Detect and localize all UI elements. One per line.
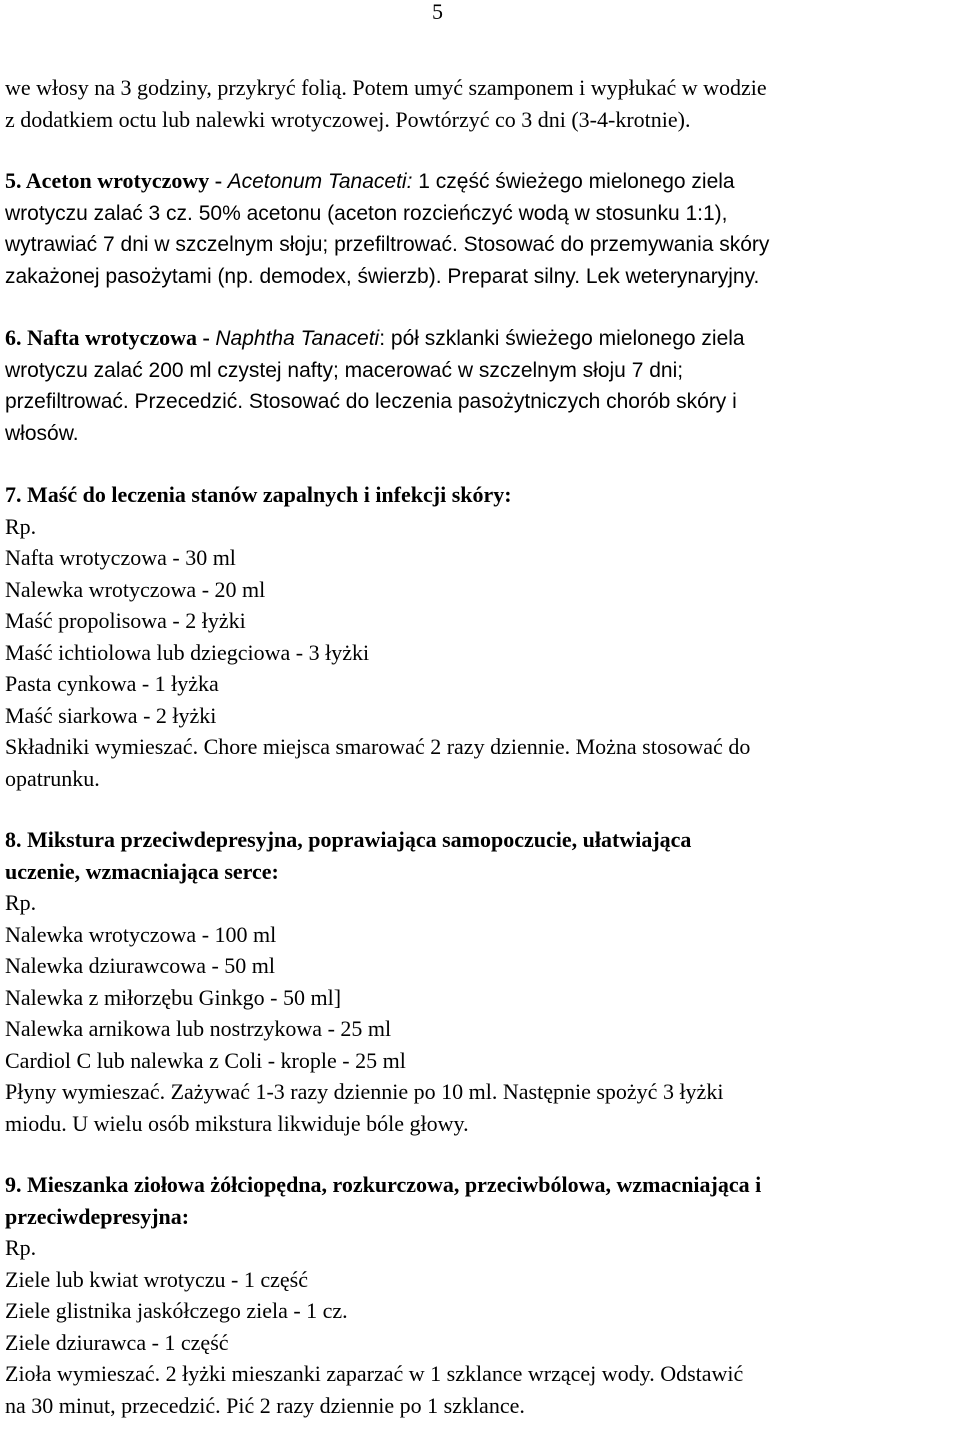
section-8-heading-cont: uczenie, wzmacniająca serce: <box>5 858 279 884</box>
ingredient-item: Nalewka arnikowa lub nostrzykowa - 25 ml <box>5 1016 392 1041</box>
ingredient-item: Nafta wrotyczowa - 30 ml <box>5 545 236 570</box>
text-line: opatrunku. <box>5 765 100 791</box>
text-line: na 30 minut, przecedzić. Pić 2 razy dziennie po 1 szklance. <box>5 1392 525 1418</box>
text-line: zakażonej pasożytami (np. demodex, świerzb). Preparat silny. Lek weterynaryjny. <box>5 264 760 288</box>
text-line: Zioła wymieszać. 2 łyżki mieszanki zaparzać w 1 szklance wrzącej wody. Odstawić <box>5 1361 744 1386</box>
recipe-rp: Rp. <box>5 513 37 539</box>
page-number: 5 <box>432 0 443 24</box>
section-5-heading: 5. Aceton wrotyczowy - <box>5 168 228 193</box>
text-line: przefiltrować. Przecedzić. Stosować do leczenia pasożytniczych chorób skóry i <box>5 390 737 413</box>
text-line: we włosy na 3 godziny, przykryć folią. Potem umyć szamponem i wypłukać w wodzie <box>5 75 767 100</box>
ingredient-item: Maść siarkowa - 2 łyżki <box>5 702 217 728</box>
text-fragment: 1 część świeżego mielonego ziela <box>412 170 735 193</box>
section-5-first-line <box>5 165 955 198</box>
ingredient-item: Ziele lub kwiat wrotyczu - 1 część <box>5 1266 308 1292</box>
section-5-aceton <box>5 165 955 292</box>
text-line: Płyny wymieszać. Zażywać 1-3 razy dziennie po 10 ml. Następnie spożyć 3 łyżki <box>5 1079 724 1104</box>
section-8-mikstura <box>5 824 955 1139</box>
section-6-first-line <box>5 322 955 355</box>
section-9-mieszanka <box>5 1169 955 1421</box>
text-line: z dodatkiem octu lub nalewki wrotyczowej. Powtórzyć co 3 dni (3-4-krotnie). <box>5 106 691 132</box>
document-body <box>5 72 955 1421</box>
text-line: wytrawiać 7 dni w szczelnym słoju; przefiltrować. Stosować do przemywania skóry <box>5 233 770 256</box>
ingredient-item: Nalewka wrotyczowa - 20 ml <box>5 576 266 602</box>
ingredient-item: Cardiol C lub nalewka z Coli - krople - 25 ml <box>5 1047 406 1073</box>
ingredient-item: Maść propolisowa - 2 łyżki <box>5 608 246 633</box>
ingredient-item: Nalewka dziurawcowa - 50 ml <box>5 953 276 978</box>
section-7-heading: 7. Maść do leczenia stanów zapalnych i infekcji skóry: <box>5 482 512 507</box>
section-6-nafta <box>5 322 955 449</box>
ingredient-item: Ziele glistnika jaskółczego ziela - 1 cz. <box>5 1298 348 1323</box>
text-line: wrotyczu zalać 200 ml czystej nafty; macerować w szczelnym słoju 7 dni; <box>5 358 684 382</box>
section-6-latin-name: Naphtha Tanaceti <box>215 327 380 350</box>
text-line: Składniki wymieszać. Chore miejsca smarować 2 razy dziennie. Można stosować do <box>5 734 751 759</box>
text-line: włosów. <box>5 421 79 445</box>
text-fragment: : pół szklanki świeżego mielonego ziela <box>379 327 745 350</box>
section-9-heading: 9. Mieszanka ziołowa żółciopędna, rozkurczowa, przeciwbólowa, wzmacniająca i <box>5 1172 762 1197</box>
ingredient-item: Nalewka z miłorzębu Ginkgo - 50 ml] <box>5 984 342 1010</box>
text-line: miodu. U wielu osób mikstura likwiduje bóle głowy. <box>5 1110 469 1136</box>
section-7-masc <box>5 479 955 794</box>
section-6-heading: 6. Nafta wrotyczowa - <box>5 325 216 350</box>
intro-paragraph <box>5 72 955 135</box>
ingredient-item: Pasta cynkowa - 1 łyżka <box>5 671 219 696</box>
ingredient-item: Nalewka wrotyczowa - 100 ml <box>5 921 277 947</box>
section-5-latin-name: Acetonum Tanaceti: <box>227 170 413 193</box>
ingredient-item: Maść ichtiolowa lub dziegciowa - 3 łyżki <box>5 639 370 665</box>
recipe-rp: Rp. <box>5 890 37 915</box>
text-line: wrotyczu zalać 3 cz. 50% acetonu (aceton rozcieńczyć wodą w stosunku 1:1), <box>5 201 728 225</box>
section-8-heading: 8. Mikstura przeciwdepresyjna, poprawiająca samopoczucie, ułatwiająca <box>5 827 692 852</box>
section-9-heading-cont: przeciwdepresyjna: <box>5 1203 190 1229</box>
recipe-rp: Rp. <box>5 1235 37 1260</box>
ingredient-item: Ziele dziurawca - 1 część <box>5 1329 229 1355</box>
